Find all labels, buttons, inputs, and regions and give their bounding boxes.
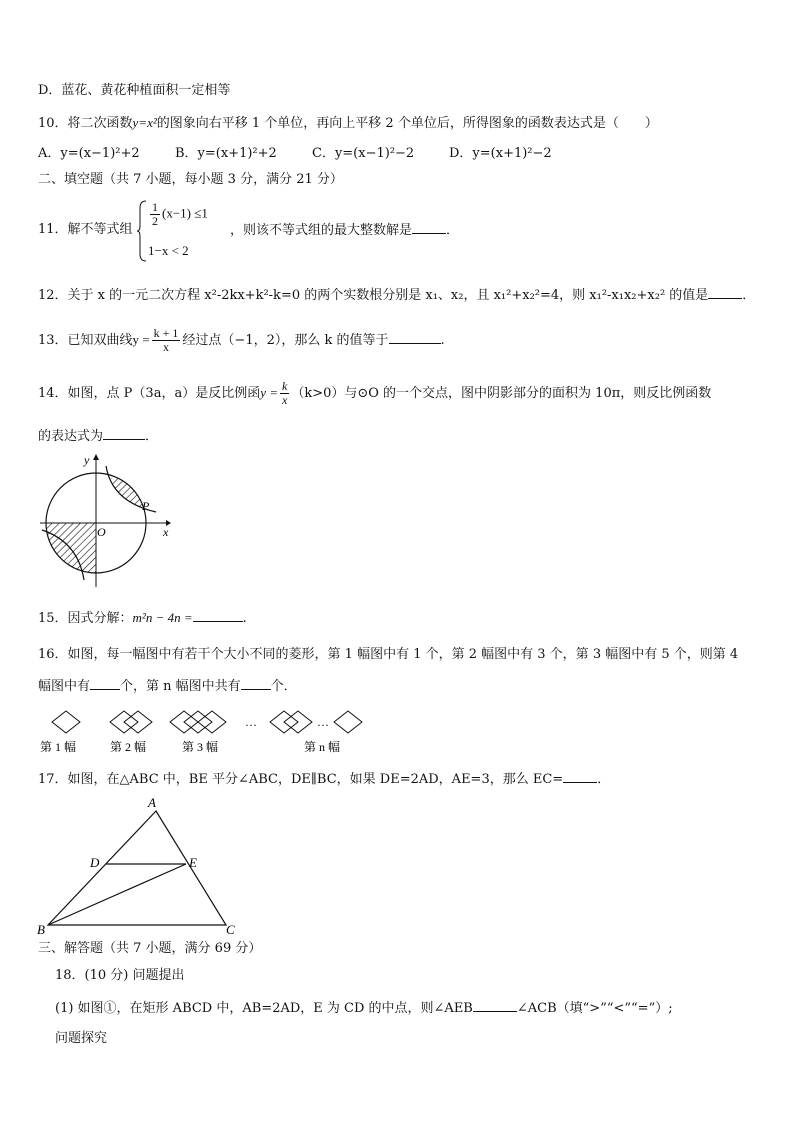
q11-prefix: 11．解不等式组 bbox=[38, 222, 133, 237]
q13-fraction bbox=[152, 327, 181, 354]
q13-prefix: 13．已知双曲线 bbox=[38, 333, 133, 348]
q10-stem-func: y=x² bbox=[132, 115, 157, 130]
q15-expr: m²n − 4n = bbox=[132, 610, 193, 625]
q11-inequality-2: 1−x < 2 bbox=[148, 243, 189, 258]
q15-end: . bbox=[242, 611, 247, 626]
fig2-label: 第 2 幅 bbox=[110, 740, 147, 754]
q13-end: . bbox=[440, 333, 445, 348]
q14-suffix: （k>0）与⊙O 的一个交点，图中阴影部分的面积为 10π，则反比例函数 bbox=[291, 386, 712, 401]
q17-answer-blank[interactable] bbox=[563, 770, 597, 783]
q12-stem bbox=[38, 286, 755, 305]
label-x: x bbox=[163, 525, 169, 539]
q12-answer-blank[interactable] bbox=[708, 286, 742, 299]
q16-line2-c: 个． bbox=[270, 679, 297, 694]
q11-inequality-1 bbox=[148, 201, 208, 228]
triangle-abc bbox=[48, 811, 226, 925]
label-y: y bbox=[84, 453, 90, 467]
q15-prefix: 15．因式分解： bbox=[38, 611, 133, 626]
q14-prefix: 14．如图，点 P（3a，a）是反比例函 bbox=[38, 386, 261, 401]
q16-line1: 16．如图，每一幅图中有若干个大小不同的菱形，第 1 幅图中有 1 个，第 2 幅图中有 3 个，第 3 幅图中有 5 个，则第 4 bbox=[38, 647, 739, 662]
q16-ellipsis-2: … bbox=[317, 715, 329, 729]
q16-blank-2[interactable] bbox=[241, 677, 271, 690]
q10-options bbox=[38, 145, 552, 163]
q14-den: x bbox=[282, 393, 288, 407]
label-o: O bbox=[97, 525, 106, 539]
fig1-rhombus bbox=[52, 711, 80, 733]
fig3-rhombi bbox=[170, 711, 226, 733]
fign-label: 第 n 幅 bbox=[304, 740, 341, 754]
q11-ineq1-den: 2 bbox=[152, 214, 158, 228]
q11-suffix-text: ，则该不等式组的最大整数解是 bbox=[230, 223, 413, 238]
q10-option-b: B．y=(x+1)²+2 bbox=[175, 146, 277, 161]
q10-option-c: C．y=(x−1)²−2 bbox=[312, 146, 415, 161]
q10-stem bbox=[38, 114, 658, 133]
q11-answer-blank[interactable] bbox=[412, 221, 446, 234]
q14-stem bbox=[38, 380, 711, 407]
q13-suffix: 经过点（−1，2），那么 k 的值等于 bbox=[182, 333, 389, 348]
q16-line2-b: 个，第 n 幅图中共有 bbox=[120, 679, 241, 694]
q11-suffix bbox=[230, 221, 459, 240]
q16-line2-a: 幅图中有 bbox=[38, 679, 91, 694]
q10-stem-pre: 10．将二次函数 bbox=[38, 116, 133, 131]
q18-explore: 问题探究 bbox=[55, 1031, 108, 1046]
q12-end: ． bbox=[742, 288, 756, 303]
q11-end: ． bbox=[446, 223, 460, 238]
q14-answer-blank[interactable] bbox=[103, 427, 145, 440]
q14-num: k bbox=[282, 379, 288, 393]
q18-part1 bbox=[55, 999, 673, 1018]
q18-part1-pre: (1) 如图①，在矩形 ABCD 中，AB=2AD，E 为 CD 的中点，则∠AEB bbox=[55, 1001, 473, 1016]
segment-be bbox=[48, 864, 186, 925]
q14-figure bbox=[38, 452, 171, 590]
q15-answer-blank[interactable] bbox=[193, 609, 243, 622]
q13-answer-blank[interactable] bbox=[389, 331, 441, 344]
fign-rhombi bbox=[270, 711, 362, 733]
q13-den: x bbox=[163, 340, 170, 354]
q14-line2 bbox=[38, 427, 158, 446]
q10-option-a: A．y=(x−1)²+2 bbox=[38, 146, 140, 161]
q11-ineq1-num: 1 bbox=[152, 200, 158, 214]
q16-line2 bbox=[38, 677, 297, 696]
q13-y-eq: y = bbox=[132, 332, 150, 347]
q18-part1-post: ∠ACB（填“>”“<”“=”）; bbox=[516, 1001, 673, 1016]
fig2-rhombi bbox=[110, 711, 152, 733]
q17-end: ． bbox=[597, 772, 611, 787]
q15-stem bbox=[38, 609, 247, 628]
q11-brace bbox=[137, 200, 147, 262]
q16-ellipsis-1: … bbox=[245, 715, 257, 729]
label-c: C bbox=[226, 922, 235, 937]
label-e: E bbox=[189, 855, 197, 870]
section3-heading: 三、解答题（共 7 小题，满分 69 分） bbox=[38, 941, 262, 956]
q10-stem-post: 的图象向右平移 1 个单位，再向上平移 2 个单位后，所得图象的函数表达式是（ ） bbox=[156, 116, 658, 131]
label-b: B bbox=[37, 922, 45, 937]
q9-option-d: D．蓝花、黄花种植面积一定相等 bbox=[38, 83, 231, 98]
q16-figure bbox=[38, 705, 368, 757]
fig3-label: 第 3 幅 bbox=[182, 740, 219, 754]
q14-end: ． bbox=[145, 429, 159, 444]
q14-y-eq: y = bbox=[260, 385, 278, 400]
q14-line2-text: 的表达式为 bbox=[38, 429, 104, 444]
q16-blank-1[interactable] bbox=[90, 677, 120, 690]
q17-text: 17．如图，在△ABC 中，BE 平分∠ABC，DE∥BC，如果 DE=2AD，AE=3，那么 EC= bbox=[38, 772, 564, 787]
q11-ineq1-rest: (x−1) ≤1 bbox=[162, 205, 208, 221]
y-axis-arrow bbox=[93, 454, 99, 460]
q18-title: 18．(10 分) 问题提出 bbox=[55, 968, 185, 983]
q13-num: k + 1 bbox=[153, 326, 179, 340]
q18-answer-blank[interactable] bbox=[473, 999, 517, 1012]
q17-stem bbox=[38, 770, 610, 789]
q17-figure bbox=[34, 793, 244, 938]
label-a: A bbox=[148, 795, 156, 810]
section2-heading: 二、填空题（共 7 小题，每小题 3 分，满分 21 分） bbox=[38, 172, 343, 187]
q14-fraction bbox=[280, 380, 289, 407]
q12-text: 12．关于 x 的一元二次方程 x²-2kx+k²-k=0 的两个实数根分别是 x₁、x₂，且 x₁²+x₂²=4，则 x₁²-x₁x₂+x₂² 的值是 bbox=[38, 288, 709, 303]
fig1-label: 第 1 幅 bbox=[40, 740, 77, 754]
q13-stem bbox=[38, 327, 445, 354]
label-d: D bbox=[90, 855, 100, 870]
q10-option-d: D．y=(x+1)²−2 bbox=[449, 146, 552, 161]
label-p: P bbox=[142, 499, 150, 513]
